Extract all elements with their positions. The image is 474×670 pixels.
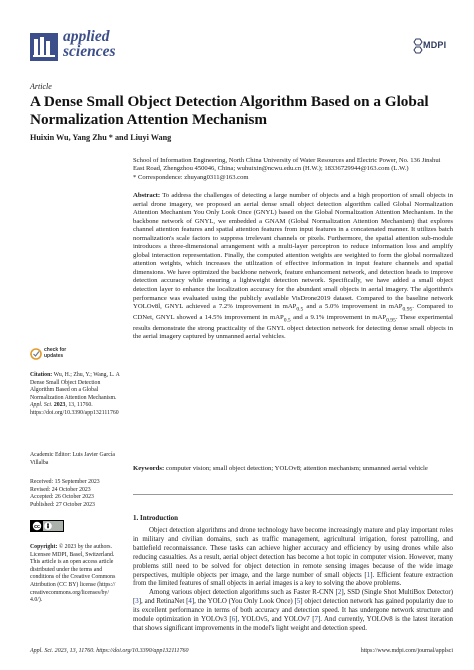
received-date: Received: 15 September 2023 — [30, 479, 100, 485]
publisher-name: MDPI — [423, 40, 447, 50]
intro-paragraph-2: Among various object detection algorithms such as Faster R-CNN [2], SSD (Single Shot MultiBox Detector) [3], and RetinaNet [4], the YOLO (You Only Look Once) [5] object detection network has gained popularity due to its excellent performance in terms of both accuracy and detection speed. It has undergone network structure and module optimization in YOLOv3 [6], YOLOv5, and YOLOv7 [7]. And currently, YOLOv8 is the latest iteration that shows significant improvements in the model's light weight and detection speed. — [133, 589, 453, 632]
keywords-label: Keywords: — [133, 465, 165, 472]
abstract-label: Abstract: — [133, 192, 161, 199]
ref-link[interactable]: 7 — [314, 615, 318, 623]
section-heading: 1. Introduction — [133, 514, 178, 522]
affiliation-block — [133, 157, 453, 182]
journal-logo-icon — [30, 33, 58, 61]
cc-by-license-icon[interactable] — [30, 520, 64, 532]
ref-link[interactable]: 1 — [366, 571, 371, 579]
ref-link[interactable]: 6 — [231, 615, 236, 623]
correspondence-text[interactable]: * Correspondence: zhuyang0311@163.com — [133, 173, 249, 181]
revised-date: Revised: 24 October 2023 — [30, 486, 91, 493]
keywords-text: computer vision; small object detection; YOLOv8; attention mechanism; unmanned aerial vehicle — [165, 465, 428, 472]
article-type: Article — [30, 82, 52, 91]
license-label: Copyright: — [30, 544, 58, 550]
license-block: Copyright: © 2023 by the authors. Licensee MDPI, Basel, Switzerland. This article is an open access article distributed under the terms and conditions of the Creative Commons Attribution (CC BY) license (https:// creativecommons.org/licenses/by/ 4.0/). — [30, 544, 116, 604]
ref-link[interactable]: 5 — [296, 597, 301, 605]
keywords — [133, 465, 453, 474]
citation-label: Citation: — [30, 372, 53, 378]
page-footer — [30, 648, 453, 654]
citation-block: Citation: Wu, H.; Zhu, Y.; Wang, L. A Dense Small Object Detection Algorithm Based on a Global Normalization Attention Mechanism. Appl. Sci. 2023, 13, 11760. https://doi.org/10.3390/app132111760 — [30, 372, 120, 416]
footer-citation: Appl. Sci. 2023, 13, 11760. https://doi.org/10.3390/app132111760 — [30, 648, 189, 654]
journal-name[interactable]: applied sciences — [63, 28, 116, 60]
dates-block — [30, 479, 120, 509]
check-for-updates-label[interactable]: check for updates — [44, 347, 67, 359]
academic-editor: Academic Editor: Luis Javier García Villalba — [30, 452, 115, 466]
ref-link[interactable]: 4 — [188, 597, 192, 605]
ref-link[interactable]: 3 — [135, 597, 139, 605]
divider — [133, 494, 453, 495]
article-title: A Dense Small Object Detection Algorithm Based on a Global Normalization Attention Mechanism — [30, 93, 429, 128]
footer-url[interactable]: https://www.mdpi.com/journal/applsci — [360, 648, 453, 654]
author-list[interactable]: Huixin Wu, Yang Zhu * and Liuyi Wang — [30, 133, 172, 142]
svg-text:cc: cc — [34, 524, 40, 531]
ref-link[interactable]: 2 — [337, 589, 342, 596]
intro-paragraph-1: Object detection algorithms and drone technology have become increasingly mature and play important roles in military and civilian domains, such as traffic management, agricultural irrigation, forest patrolling, and battlefield reconnaissance. These tasks can achieve higher accuracy and efficiency by using drones while also reducing casualties. As a result, aerial object detection has become a hot topic in computer vision. However, many problems still need to be solved for object detection in remote sensing images because of the wide image perspectives, multiple objects per image, and the large number of small objects [1]. Efficient feature extraction from the limited features of small objects in aerial images is a key to solving the above problems. — [133, 527, 453, 588]
abstract: Abstract: To address the challenges of detecting a large number of objects and a high proportion of small objects in aerial drone imagery, we proposed an aerial dense small object detection algorithm called Global Normalization Attention Mechanism You Only Look Once (GNYL) based on the Global Normalization Attention Mechanism. In the backbone network of GNYL, we embedded a GNAM (Global Normalization Attention Mechanism) that explores channel attention features and spatial attention features from input features in a concatenated manner. It utilizes batch normalization's scale factors to suppress irrelevant channels or pixels. Furthermore, the spatial attention sub-module introduces a three-dimensional arrangement with a multi-layer perceptron to reduce information loss and amplify global interaction representation. Finally, the computed attention weights are weighted to form the global normalized attention weights, which increases the utilization of effective information in input feature channels and spatial dimensions. We have optimized the backbone network, feature enhancement network, and detection heads to improve detection accuracy while ensuring a lightweight detection network. Specifically, we have added a small object detection layer to enhance the localization accuracy for the abundant small objects in aerial imagery. The algorithm's performance was evaluated using the publicly available VisDrone2019 dataset. Compared to the baseline network YOLOv8l, GNYL achieved a 7.2% improvement in mAP$_{0.5}$ and a 5.0% improvement in mAP$_{0.95}$. Compared to CDNet, GNYL showed a 14.5% improvement in mAP$_{0.5}$ and a 9.1% improvement in mAP$_{0.95}$. These experimental results demonstrate the strong practicality of the GNYL object detection network for detecting dense small objects in the aerial imagery captured by unmanned aerial vehicles. — [133, 192, 454, 341]
published-date: Published: 27 October 2023 — [30, 501, 95, 508]
accepted-date: Accepted: 26 October 2023 — [30, 494, 94, 501]
affiliation-text: School of Information Engineering, North China University of Water Resources and Electric Power, No. 136 Jinshui East Road, Zhengzhou 450046, China; wuhuixin@ncwu.edu.cn (H.W.); 18336729944@163.com (L.W.) — [133, 157, 441, 173]
